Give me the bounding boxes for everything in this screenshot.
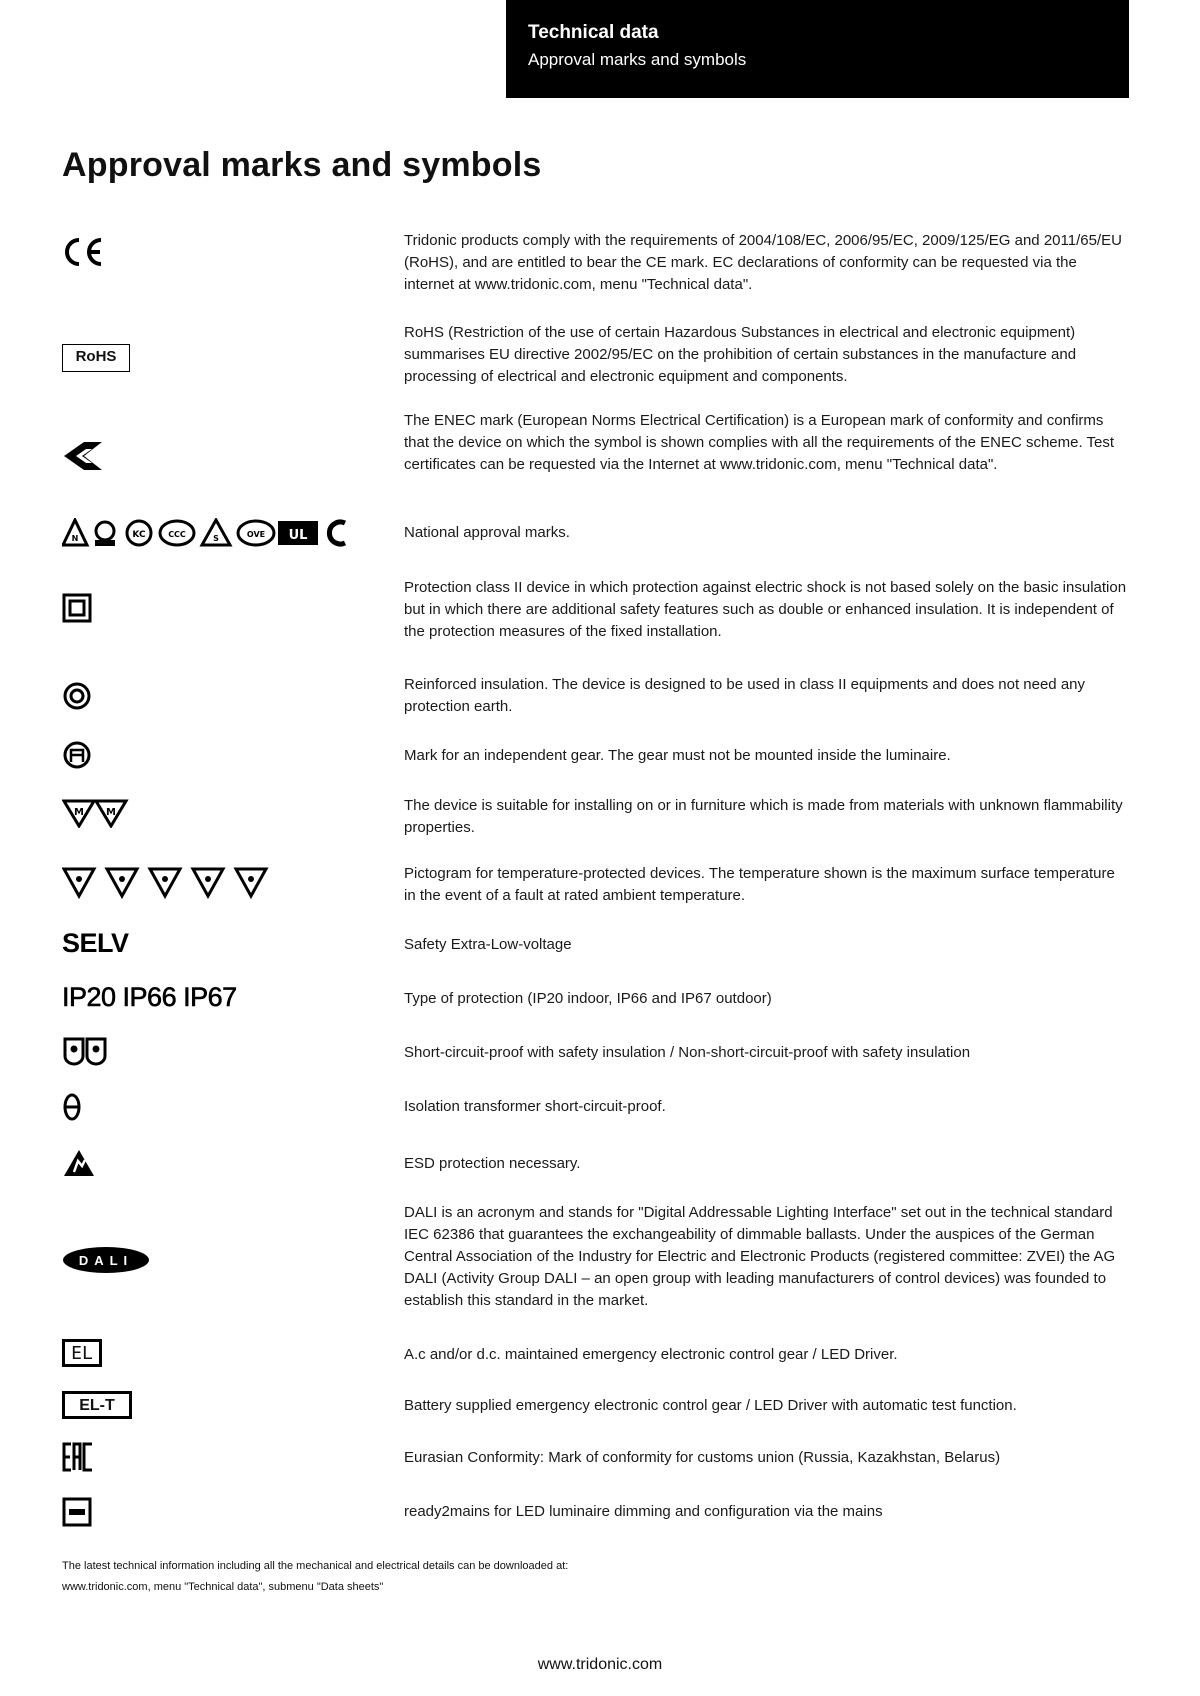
dali-label: DALI	[78, 1253, 134, 1268]
furniture-mounting-icon	[62, 798, 130, 828]
ready2mains-description: ready2mains for LED luminaire dimming and configuration via the mains	[404, 1503, 883, 1520]
el-badge-icon	[62, 1339, 102, 1367]
short-circuit-proof-description: Short-circuit-proof with safety insulation / Non-short-circuit-proof with safety insulation	[404, 1044, 971, 1061]
ready2mains-icon	[62, 1497, 92, 1527]
ip-rating-icon: IP20 IP66 IP67	[62, 982, 237, 1012]
svg-text:UL: UL	[288, 528, 308, 543]
selv-description: Safety Extra-Low-voltage	[404, 936, 572, 953]
svg-text:OVE: OVE	[246, 530, 266, 539]
independent-gear-description: Mark for an independent gear. The gear must not be mounted inside the luminaire.	[404, 747, 951, 764]
el-label: EL	[62, 1339, 102, 1367]
svg-text:M: M	[106, 807, 116, 818]
enec-description: The ENEC mark (European Norms Electrical Certification) is a European mark of conformity and confirms that the device on which the symbol is shown complies with all the requirements of the ENEC scheme. Test certificates can be requested via the Internet at www.tridonic.com, menu "Technical data".	[404, 412, 1115, 473]
rohs-icon	[62, 344, 130, 372]
footer-url[interactable]: www.tridonic.com	[537, 1656, 663, 1673]
ce-mark-icon	[62, 236, 106, 268]
ce-mark-description: Tridonic products comply with the requirements of 2004/108/EC, 2006/95/EC, 2009/125/EG and 2011/65/EU (RoHS), and are entitled to bear the CE mark. EC declarations of conformity can be requested via the internet at www.tridonic.com, menu "Technical data".	[404, 232, 1122, 293]
footnote-line-2: www.tridonic.com, menu "Technical data", submenu "Data sheets"	[62, 1581, 384, 1593]
selv-icon: SELV	[62, 928, 129, 958]
temperature-protected-icon	[62, 866, 276, 900]
independent-gear-icon	[62, 740, 92, 770]
protection-class-ii-description: Protection class II device in which protection against electric shock is not based solely on the basic insulation but in which there are additional safety features such as double or enhanced insulation. It is independent of the protection measures of the fixed installation.	[404, 579, 1127, 640]
el-t-badge-icon	[62, 1391, 132, 1419]
esd-protection-icon	[62, 1148, 96, 1178]
page-title: Approval marks and symbols	[62, 146, 542, 184]
svg-text:N: N	[71, 534, 79, 543]
dali-description: DALI is an acronym and stands for "Digital Addressable Lighting Interface" set out in the technical standard IEC 62386 that guarantees the exchangeability of dimmable ballasts. Under the auspices of the German Central Association of the Industry for Electric and Electronic Products (registered committee: ZVEI) the AG DALI (Activity Group DALI – an open group with leading manufacturers of control devices) was founded to establish this standard in the market.	[404, 1204, 1116, 1309]
isolation-transformer-description: Isolation transformer short-circuit-proof.	[404, 1098, 666, 1115]
svg-text:M: M	[74, 807, 84, 818]
rohs-label: RoHS	[62, 344, 130, 372]
eac-description: Eurasian Conformity: Mark of conformity for customs union (Russia, Kazakhstan, Belarus)	[404, 1449, 1001, 1466]
reinforced-insulation-description: Reinforced insulation. The device is designed to be used in class II equipments and does not need any protection earth.	[404, 676, 1085, 715]
enec-icon	[62, 440, 104, 472]
national-approval-marks-description: National approval marks.	[404, 524, 570, 541]
temperature-protected-description: Pictogram for temperature-protected devices. The temperature shown is the maximum surface temperature in the event of a fault at rated ambient temperature.	[404, 865, 1115, 904]
svg-text:KC: KC	[132, 530, 146, 540]
section-header	[506, 0, 1129, 98]
esd-protection-description: ESD protection necessary.	[404, 1155, 581, 1172]
svg-text:CCC: CCC	[168, 530, 186, 539]
national-approval-marks-icon	[62, 518, 360, 548]
footnote-line-1: The latest technical information including all the mechanical and electrical details can be downloaded at:	[62, 1560, 569, 1572]
ip-rating-description: Type of protection (IP20 indoor, IP66 and IP67 outdoor)	[404, 990, 772, 1007]
furniture-mounting-description: The device is suitable for installing on or in furniture which is made from materials with unknown flammability properties.	[404, 797, 1123, 836]
footnote	[62, 1556, 568, 1598]
reinforced-insulation-icon	[62, 681, 92, 711]
svg-text:S: S	[213, 534, 219, 543]
el-t-description: Battery supplied emergency electronic control gear / LED Driver with automatic test function.	[404, 1397, 1017, 1414]
protection-class-ii-icon	[62, 593, 92, 623]
short-circuit-proof-icon	[62, 1036, 108, 1066]
dali-logo-icon	[62, 1246, 150, 1274]
eac-mark-icon	[62, 1442, 94, 1472]
el-description: A.c and/or d.c. maintained emergency electronic control gear / LED Driver.	[404, 1346, 898, 1363]
isolation-transformer-icon	[62, 1092, 82, 1122]
section-header-title: Technical data	[528, 22, 659, 43]
section-header-subtitle: Approval marks and symbols	[528, 50, 747, 69]
rohs-description: RoHS (Restriction of the use of certain Hazardous Substances in electrical and electronic equipment) summarises EU directive 2002/95/EC on the prohibition of certain substances in the manufacture and processing of electrical and electronic equipment and components.	[404, 324, 1077, 385]
el-t-label: EL-T	[62, 1391, 132, 1419]
